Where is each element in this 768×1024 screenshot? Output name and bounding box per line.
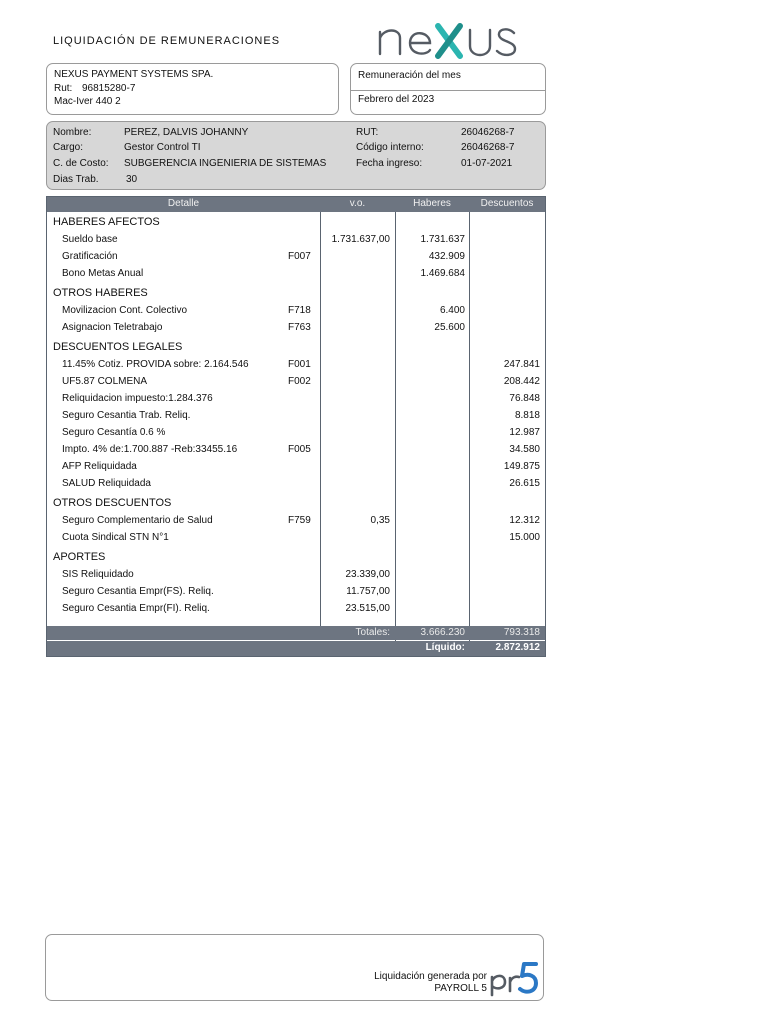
nexus-logo	[374, 14, 524, 62]
period-label: Remuneración del mes	[358, 70, 461, 81]
fecha-value: 01-07-2021	[461, 158, 513, 169]
item-descuentos: 208.442	[503, 376, 540, 387]
company-rut-line	[54, 82, 338, 96]
table-row	[47, 515, 545, 532]
item-code: F718	[288, 305, 311, 316]
item-label: Seguro Cesantia Trab. Reliq.	[62, 410, 191, 421]
item-descuentos: 149.875	[503, 461, 540, 472]
table-row	[47, 427, 545, 444]
item-descuentos: 12.987	[509, 427, 540, 438]
company-rut-label: Rut:	[54, 82, 73, 94]
totals-descuentos: 793.318	[503, 627, 540, 638]
item-label: Asignacion Teletrabajo	[62, 322, 163, 333]
item-haberes: 6.400	[439, 305, 465, 316]
table-row	[47, 410, 545, 427]
item-vo: 1.731.637,00	[331, 234, 390, 245]
section-title: APORTES	[53, 551, 106, 563]
table-row	[47, 359, 545, 376]
item-label: Seguro Cesantia Empr(FI). Reliq.	[62, 603, 210, 614]
item-label: Sueldo base	[62, 234, 118, 245]
item-label: Seguro Complementario de Salud	[62, 515, 213, 526]
nombre-label: Nombre:	[53, 127, 92, 138]
item-descuentos: 8.818	[514, 410, 540, 421]
item-label: Gratificación	[62, 251, 118, 262]
payroll-table	[46, 196, 546, 657]
liquido-value: 2.872.912	[495, 642, 540, 653]
company-address: Mac-Iver 440 2	[54, 96, 121, 107]
section-row	[47, 551, 545, 568]
header-descuentos: Descuentos	[480, 198, 534, 209]
item-descuentos: 12.312	[509, 515, 540, 526]
item-label: SALUD Reliquidada	[62, 478, 151, 489]
period-box	[350, 63, 546, 115]
item-label: Bono Metas Anual	[62, 268, 144, 279]
table-row	[47, 569, 545, 586]
item-label: Reliquidacion impuesto:1.284.376	[62, 393, 213, 404]
codigo-value: 26046268-7	[461, 142, 515, 153]
item-vo: 0,35	[370, 515, 390, 526]
table-row	[47, 305, 545, 322]
dias-value: 30	[126, 174, 138, 185]
header-vo: v.o.	[349, 198, 366, 209]
rut-value: 26046268-7	[461, 127, 515, 138]
item-vo: 23.339,00	[345, 569, 390, 580]
period-divider	[351, 90, 545, 91]
header-detalle: Detalle	[167, 198, 200, 209]
item-descuentos: 26.615	[509, 478, 540, 489]
section-title: HABERES AFECTOS	[53, 216, 160, 228]
item-label: 11.45% Cotiz. PROVIDA sobre: 2.164.546	[62, 359, 249, 370]
totals-row	[47, 626, 545, 640]
table-row	[47, 234, 545, 251]
company-name: NEXUS PAYMENT SYSTEMS SPA.	[54, 69, 214, 80]
table-row	[47, 268, 545, 285]
table-row	[47, 532, 545, 549]
liquido-label: Líquido:	[425, 642, 465, 653]
section-title: OTROS DESCUENTOS	[53, 497, 172, 509]
item-code: F007	[288, 251, 311, 262]
item-descuentos: 15.000	[509, 532, 540, 543]
table-row	[47, 478, 545, 495]
table-row	[47, 322, 545, 339]
period-value: Febrero del 2023	[358, 94, 435, 105]
table-row	[47, 461, 545, 478]
item-code: F759	[288, 515, 311, 526]
item-descuentos: 34.580	[509, 444, 540, 455]
footer-text	[374, 971, 487, 995]
item-vo: 11.757,00	[346, 586, 390, 597]
footer-line1: Liquidación generada por	[374, 971, 487, 982]
totals-label: Totales:	[355, 627, 390, 638]
costo-value: SUBGERENCIA INGENIERIA DE SISTEMAS	[124, 158, 327, 169]
table-row	[47, 444, 545, 461]
section-title: DESCUENTOS LEGALES	[53, 341, 183, 353]
item-label: Seguro Cesantia Empr(FS). Reliq.	[62, 586, 214, 597]
header-haberes: Haberes	[413, 198, 451, 209]
cargo-label: Cargo:	[53, 142, 84, 153]
fecha-label: Fecha ingreso:	[356, 158, 423, 169]
item-code: F002	[288, 376, 311, 387]
company-rut: 96815280-7	[82, 82, 136, 94]
item-label: SIS Reliquidado	[62, 569, 134, 580]
section-row	[47, 216, 545, 233]
item-label: Movilizacion Cont. Colectivo	[62, 305, 188, 316]
footer-line2: PAYROLL 5	[434, 983, 487, 994]
table-row	[47, 586, 545, 603]
item-code: F005	[288, 444, 311, 455]
section-row	[47, 497, 545, 514]
table-row	[47, 376, 545, 393]
item-haberes: 1.469.684	[420, 268, 465, 279]
table-header	[47, 197, 545, 212]
totals-haberes: 3.666.230	[420, 627, 465, 638]
item-haberes: 25.600	[434, 322, 465, 333]
item-label: AFP Reliquidada	[62, 461, 137, 472]
section-title: OTROS HABERES	[53, 287, 148, 299]
rut-label: RUT:	[356, 127, 379, 138]
item-label: Seguro Cesantía 0.6 %	[62, 427, 166, 438]
codigo-label: Código interno:	[356, 142, 424, 153]
item-descuentos: 76.848	[509, 393, 540, 404]
item-label: Cuota Sindical STN N°1	[62, 532, 169, 543]
item-haberes: 432.909	[428, 251, 465, 262]
cargo-value: Gestor Control TI	[124, 142, 201, 153]
item-label: Impto. 4% de:1.700.887 -Reb:33455.16	[62, 444, 238, 455]
payroll5-logo	[489, 961, 539, 997]
item-code: F001	[288, 359, 311, 370]
table-row	[47, 251, 545, 268]
dias-label: Dias Trab.	[53, 174, 99, 185]
employee-info-box	[46, 121, 546, 190]
nombre-value: PEREZ, DALVIS JOHANNY	[124, 127, 249, 138]
table-row	[47, 393, 545, 410]
item-vo: 23.515,00	[345, 603, 390, 614]
item-label: UF5.87 COLMENA	[62, 376, 148, 387]
footer-box	[45, 934, 544, 1001]
item-code: F763	[288, 322, 311, 333]
section-row	[47, 341, 545, 358]
item-descuentos: 247.841	[503, 359, 540, 370]
table-row	[47, 603, 545, 620]
item-haberes: 1.731.637	[420, 234, 465, 245]
company-info-box	[46, 63, 339, 115]
section-row	[47, 287, 545, 304]
document-title: LIQUIDACIÓN DE REMUNERACIONES	[53, 35, 281, 47]
costo-label: C. de Costo:	[53, 158, 109, 169]
liquido-row	[47, 641, 545, 656]
